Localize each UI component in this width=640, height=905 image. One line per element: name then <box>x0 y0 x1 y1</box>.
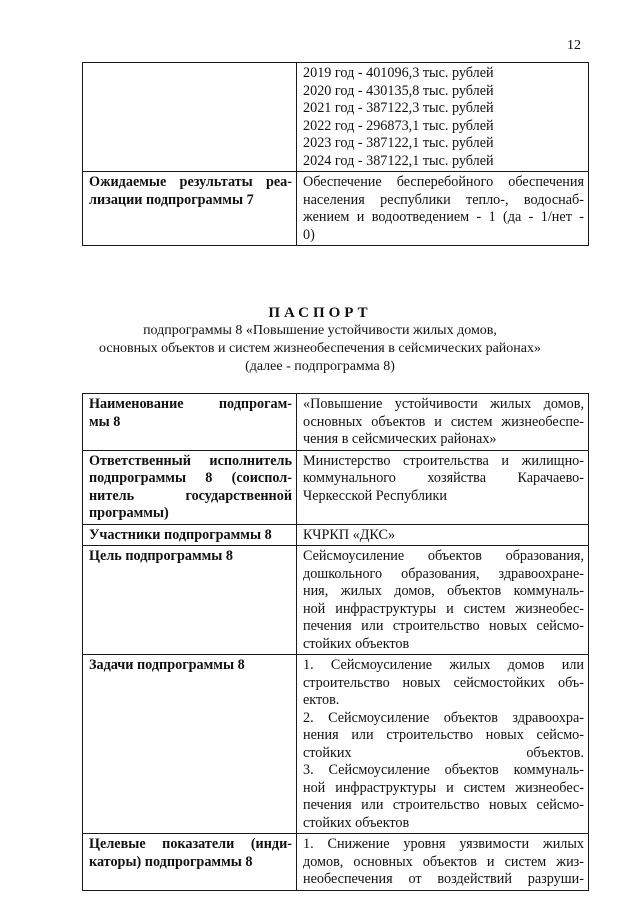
label-line: Задачи подпрограммы 8 <box>89 657 245 673</box>
value-line: дошкольного образования, здравоохране- <box>303 565 584 582</box>
passport-row-label <box>83 834 297 891</box>
value-line: 1. Снижение уровня уязвимости жилых <box>303 836 584 852</box>
funding-year-line: 2019 год - 401096,3 тыс. рублей <box>303 65 494 81</box>
passport-subtitle-line: подпрограммы 8 «Повышение устойчивости жилых домов, <box>143 323 497 338</box>
page-number: 12 <box>567 38 581 53</box>
passport-row-label <box>83 450 297 524</box>
passport-subtitle-line: (далее - подпрограмма 8) <box>245 359 395 374</box>
passport-row-label <box>83 546 297 655</box>
value-line: стойких объектов. <box>303 744 584 761</box>
label-line: каторы) подпрограммы 8 <box>89 853 253 870</box>
value-line: 1. Сейсмоусиление жилых домов или <box>303 657 584 673</box>
label-line: Ответственный исполнитель <box>89 452 292 469</box>
label-line: Целевые показатели (инди- <box>89 836 292 852</box>
funding-table <box>82 62 589 246</box>
expected-results-row <box>83 172 589 246</box>
passport-row-label <box>83 524 297 546</box>
value-line: основных объектов и систем жизнеобеспе- <box>303 413 584 430</box>
passport-row-value <box>297 546 589 655</box>
label-line: программы) <box>89 505 169 521</box>
value-line: коммунального хозяйства Карачаево- <box>303 470 584 486</box>
passport-row-value <box>297 394 589 451</box>
value-line: ектов. <box>303 692 340 708</box>
passport-subtitle-line: основных объектов и систем жизнеобеспечения в сейсмических районах» <box>99 341 541 356</box>
value-line: «Повышение устойчивости жилых домов, <box>303 396 584 412</box>
label-line: нитель государственной <box>89 487 292 504</box>
passport-row-label <box>83 394 297 451</box>
value-line: стойких объектов <box>303 814 410 831</box>
passport-row-responsible <box>83 450 589 524</box>
value-line: домов, основных объектов и систем жиз- <box>303 853 584 870</box>
value-line: необеспечения от воздействий разруши- <box>303 871 584 887</box>
passport-table <box>82 393 589 891</box>
label-line: Наименование подпрогам- <box>89 396 292 412</box>
passport-row-value <box>297 450 589 524</box>
expected-results-label: Ожидаемые результаты реа- лизации подпрограммы 7 <box>83 172 297 246</box>
passport-row-value <box>297 524 589 546</box>
funding-year-line: 2021 год - 387122,3 тыс. рублей <box>303 100 494 116</box>
value-line: чения в сейсмических районах» <box>303 431 497 447</box>
value-line: ной инфраструктуры и систем жизнеобес- <box>303 779 584 796</box>
funding-label-cell <box>83 63 297 172</box>
passport-row-value <box>297 655 589 834</box>
passport-row-value <box>297 834 589 891</box>
funding-row <box>83 63 589 172</box>
funding-year-line: 2020 год - 430135,8 тыс. рублей <box>303 82 494 99</box>
value-line: стойких объектов <box>303 635 410 652</box>
passport-row-participants <box>83 524 589 546</box>
funding-years-cell <box>297 63 589 172</box>
funding-year-line: 2023 год - 387122,1 тыс. рублей <box>303 135 494 151</box>
funding-year-line: 2024 год - 387122,1 тыс. рублей <box>303 152 494 169</box>
value-line: строительство новых сейсмостойких объ- <box>303 674 584 691</box>
label-line: Цель подпрограммы 8 <box>89 548 234 564</box>
value-line: Министерство строительства и жилищно- <box>303 452 584 469</box>
value-line: ной инфраструктуры и систем жизнеобес- <box>303 600 584 617</box>
value-line: нения или строительство новых сейсмо- <box>303 727 584 743</box>
value-line: печения или строительство новых сейсмо- <box>303 618 584 634</box>
passport-heading <box>0 304 640 376</box>
value-line: Сейсмоусиление объектов образования, <box>303 548 584 564</box>
passport-row-name <box>83 394 589 451</box>
funding-year-line: 2022 год - 296873,1 тыс. рублей <box>303 117 494 134</box>
passport-row-label <box>83 655 297 834</box>
value-line: 3. Сейсмоусиление объектов коммуналь- <box>303 762 584 778</box>
passport-title: ПАСПОРТ <box>268 305 372 321</box>
value-line: ния, жилых домов, объектов коммуналь- <box>303 583 584 599</box>
value-line: 2. Сейсмоусиление объектов здравоохра- <box>303 709 584 726</box>
passport-row-tasks <box>83 655 589 834</box>
label-line: подпрограммы 8 (соиспол- <box>89 470 292 486</box>
passport-row-indicators <box>83 834 589 891</box>
expected-results-value: Обеспечение бесперебойного обеспечения населения республики тепло-, водоснаб- жением и водоотведением - 1 (да - 1/нет - 0) <box>297 172 589 246</box>
value-line: печения или строительство новых сейсмо- <box>303 797 584 813</box>
label-line: Участники подпрограммы 8 <box>89 526 272 543</box>
passport-row-goal <box>83 546 589 655</box>
value-line: КЧРКП «ДКС» <box>303 526 396 543</box>
value-line: Черкесской Республики <box>303 487 447 504</box>
label-line: мы 8 <box>89 413 121 430</box>
